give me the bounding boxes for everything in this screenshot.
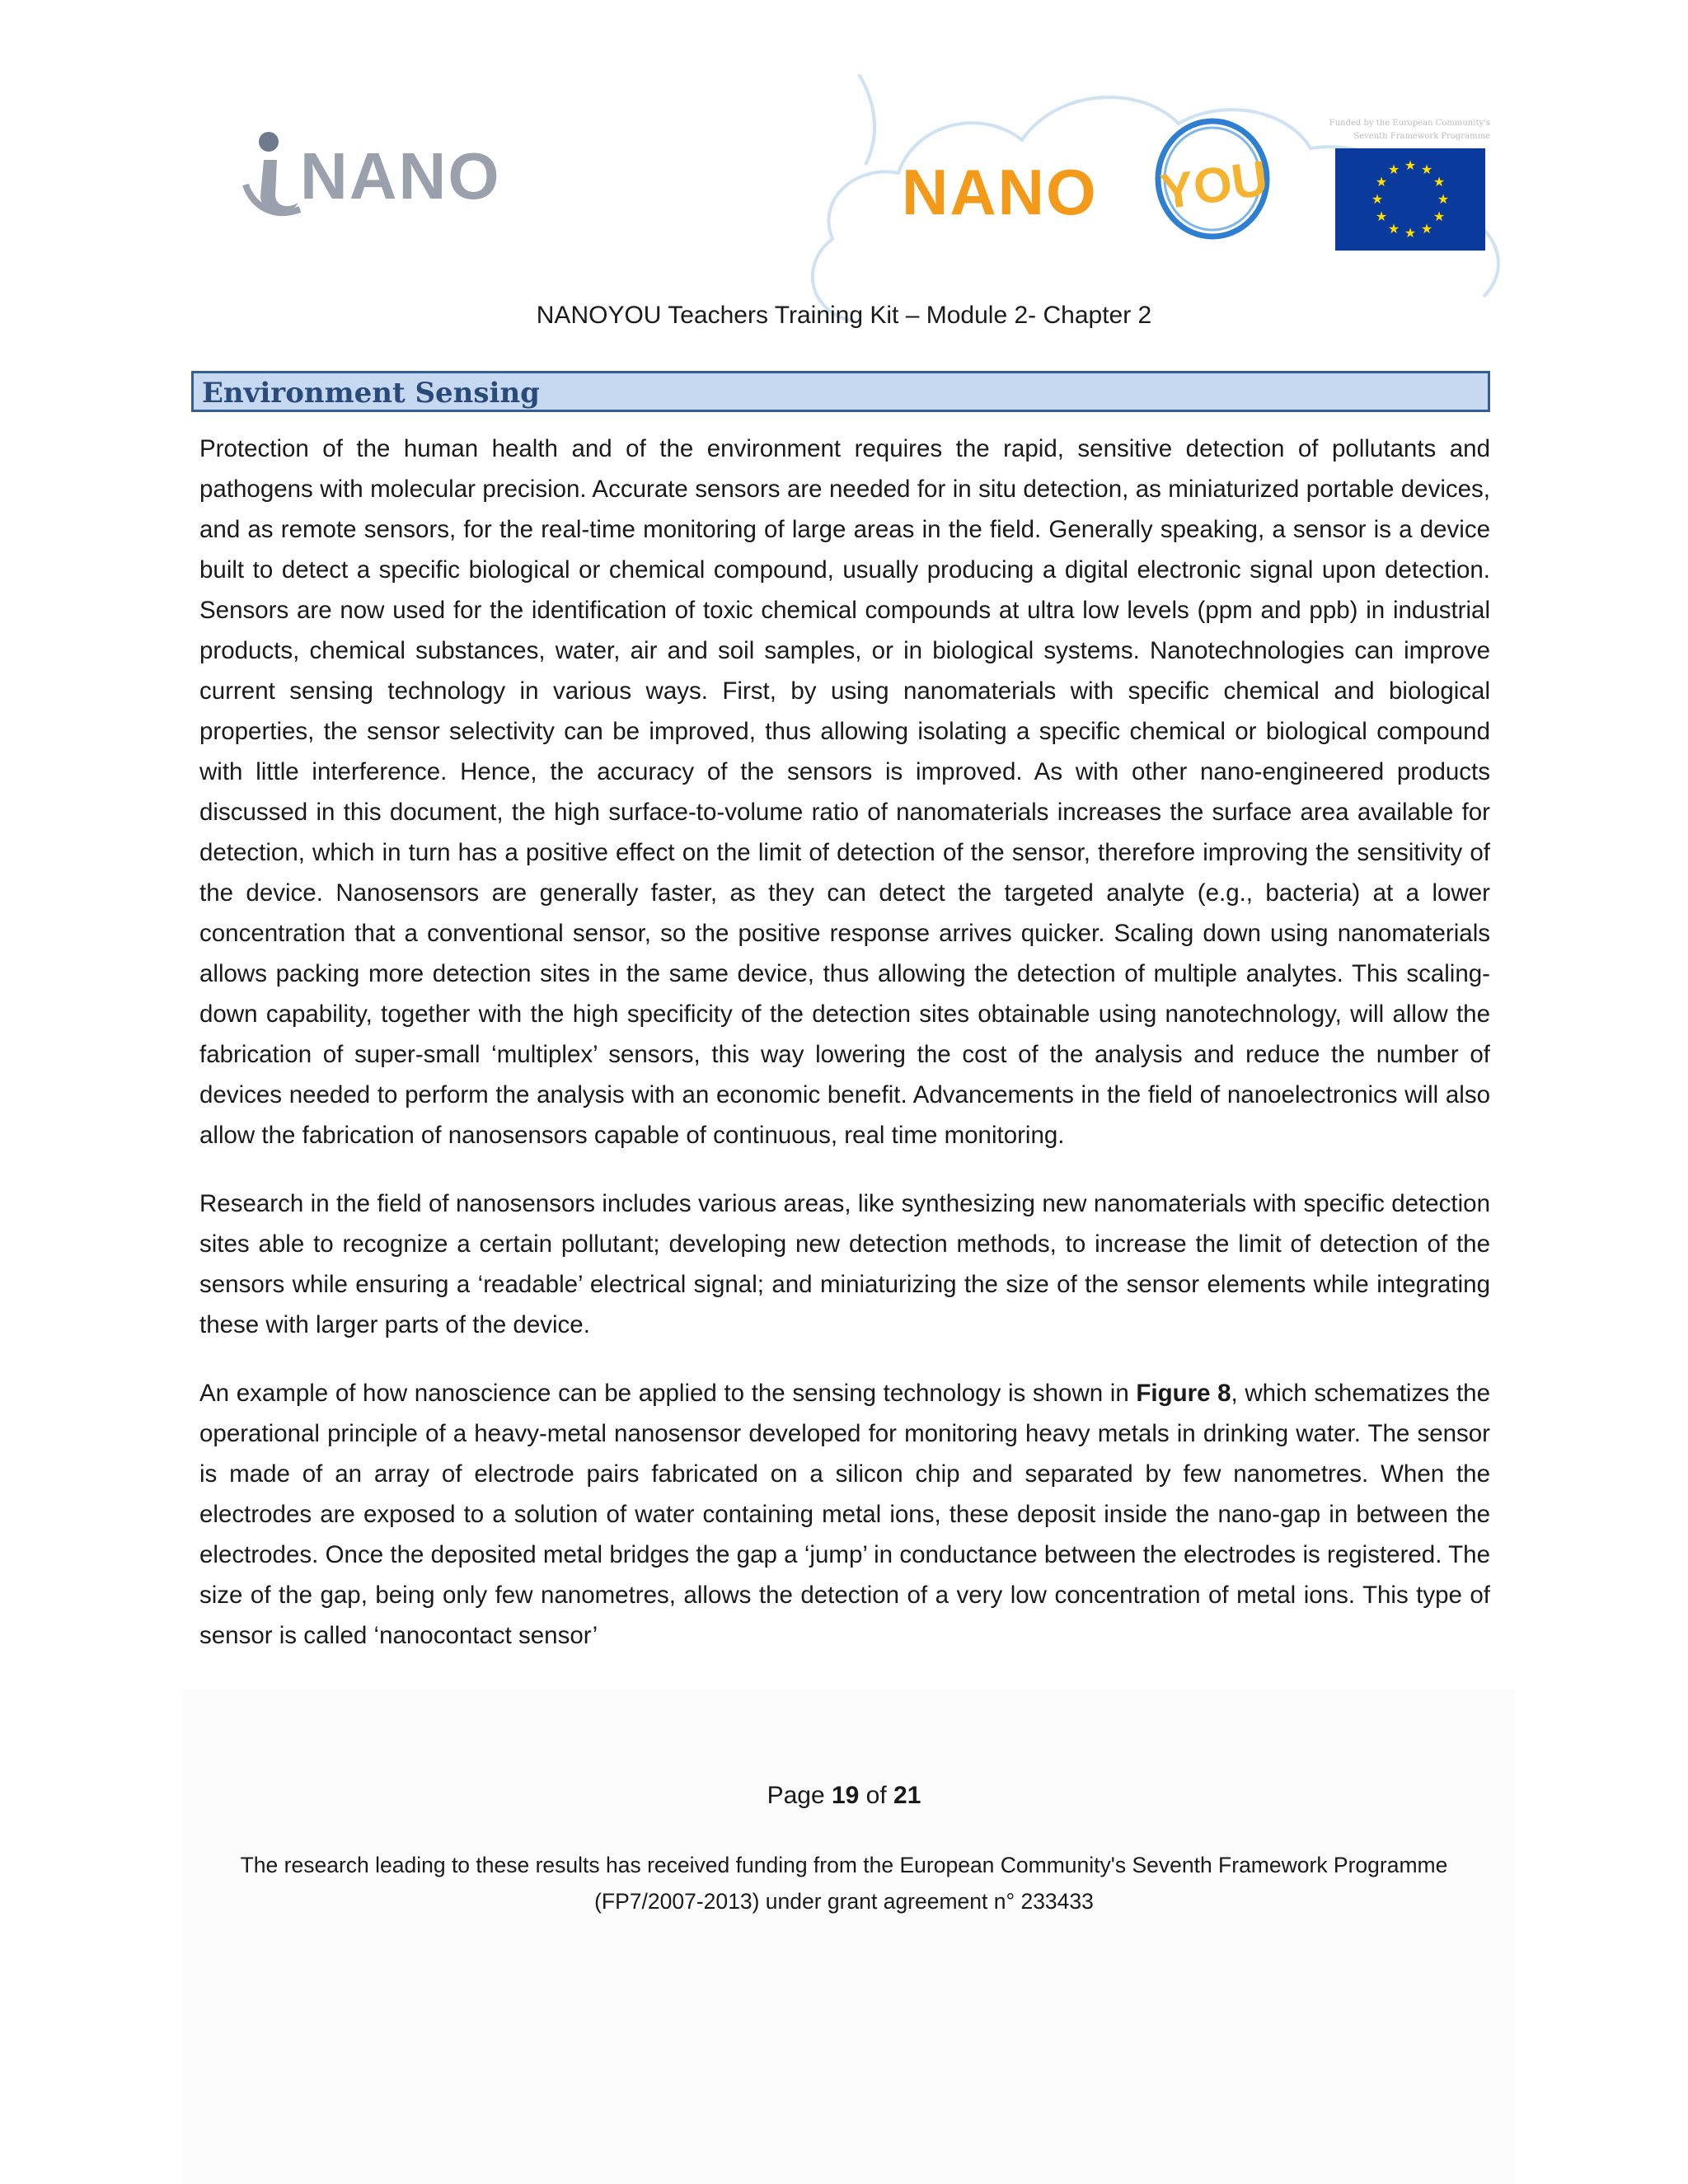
nanoyou-suffix-text: YOU [1156,150,1272,220]
paragraph-3-rest: , which schematizes the operational principle of a heavy-metal nanosensor developed for monitoring heavy metals in drinking water. The sensor is made of an array of electrode pairs fabricated on a silicon chip and separated by few nanometres. When the electrodes are exposed to a solution of water containing metal ions, these deposit inside the nano-gap in between the electrodes. Once the deposited metal bridges the gap a ‘jump’ in conductance between the electrodes is registered. The size of the gap, being only few nanometres, allows the detection of a very low concentration of metal ions. This type of sensor is called ‘nanocontact sensor’ [199,1380,1490,1649]
figure-reference: Figure 8 [1136,1380,1231,1407]
svg-text:★: ★ [1387,221,1400,237]
eu-caption [1309,117,1490,143]
svg-text:★: ★ [1375,209,1388,224]
nanoyou-logo-text: NANO [902,156,1098,228]
svg-text:★: ★ [1432,209,1446,224]
paragraph-2: Research in the field of nanosensors includes various areas, like synthesizing new nanomaterials with specific detection sites able to recognize a certain pollutant; developing new detection methods, to increase the limit of detection of the sensors while ensuring a ‘readable’ electrical signal; and miniaturizing the size of the sensor elements while integrating these with larger parts of the device. [199,1190,1490,1338]
paragraph-3-lead: An example of how nanoscience can be applied to the sensing technology is shown in [199,1380,1137,1407]
page-of: of [859,1782,894,1809]
eu-flag-icon [1335,148,1485,251]
paragraph-1: Protection of the human health and of the environment requires the rapid, sensitive detection of pollutants and pathogens with molecular precision. Accurate sensors are needed for in situ detection, as miniaturized portable devices, and as remote sensors, for the real-time monitoring of large areas in the field. Generally speaking, a sensor is a device built to detect a specific biological or chemical compound, usually producing a digital electronic signal upon detection. Sensors are now used for the identification of toxic chemical compounds at ultra low levels (ppm and ppb) in industrial products, chemical substances, water, air and soil samples, or in biological systems. Nanotechnologies can improve current sensing technology in various ways. First, by using nanomaterials with specific chemical and biological properties, the sensor selectivity can be improved, thus allowing isolating a specific chemical or biological compound with little interference. Hence, the accuracy of the sensors is improved. As with other nano-engineered products discussed in this document, the high surface-to-volume ratio of nanomaterials increases the surface area available for detection, which in turn has a positive effect on the limit of detection of the sensor, therefore improving the sensitivity of the device. Nanosensors are generally faster, as they can detect the targeted analyte (e.g., bacteria) at a lower concentration that a conventional sensor, so the positive response arrives quicker. Scaling down using nanomaterials allows packing more detection sites in the same device, thus allowing the detection of multiple analytes. This scaling-down capability, together with the high specificity of the detection sites obtainable using nanotechnology, will allow the fabrication of super-small ‘multiplex’ sensors, this way lowering the cost of the analysis and reduce the number of devices needed to perform the analysis with an economic benefit. Advancements in the field of nanoelectronics will also allow the fabrication of nanosensors capable of continuous, real time monitoring. [199,435,1490,1149]
inano-mark-icon [241,127,307,226]
section-heading-box [191,371,1490,412]
svg-text:★: ★ [1404,157,1417,173]
svg-text:★: ★ [1387,162,1400,177]
body-text [199,429,1490,1684]
inano-logo [241,124,521,239]
page-number [0,1782,1688,1810]
inano-logo-text: NANO [300,139,501,213]
eu-funding-logo [1309,117,1490,257]
document-header-title: NANOYOU Teachers Training Kit – Module 2- Chapter 2 [536,302,1152,329]
funding-notice [165,1847,1523,1919]
svg-text:★: ★ [1404,225,1417,241]
svg-text:★: ★ [1371,191,1384,207]
svg-text:★: ★ [1420,221,1433,237]
funding-line-1: The research leading to these results has received funding from the European Community's Seventh Framework Programme [240,1853,1448,1877]
page-header [0,0,1688,346]
nanoyou-logo [898,114,1294,262]
svg-text:★: ★ [1432,174,1446,190]
section-heading: Environment Sensing [202,377,540,410]
page-background-shade [183,1690,1515,2184]
eu-caption-line1: Funded by the European Community's [1329,119,1490,128]
eu-caption-line2: Seventh Framework Programme [1353,132,1490,141]
svg-text:★: ★ [1420,162,1433,177]
page-current: 19 [831,1782,860,1809]
svg-text:★: ★ [1375,174,1388,190]
page-total: 21 [893,1782,921,1809]
funding-line-2: (FP7/2007-2013) under grant agreement n° 233433 [594,1889,1094,1914]
page-prefix: Page [767,1782,832,1809]
paragraph-3 [199,1373,1490,1656]
svg-text:★: ★ [1437,191,1450,207]
